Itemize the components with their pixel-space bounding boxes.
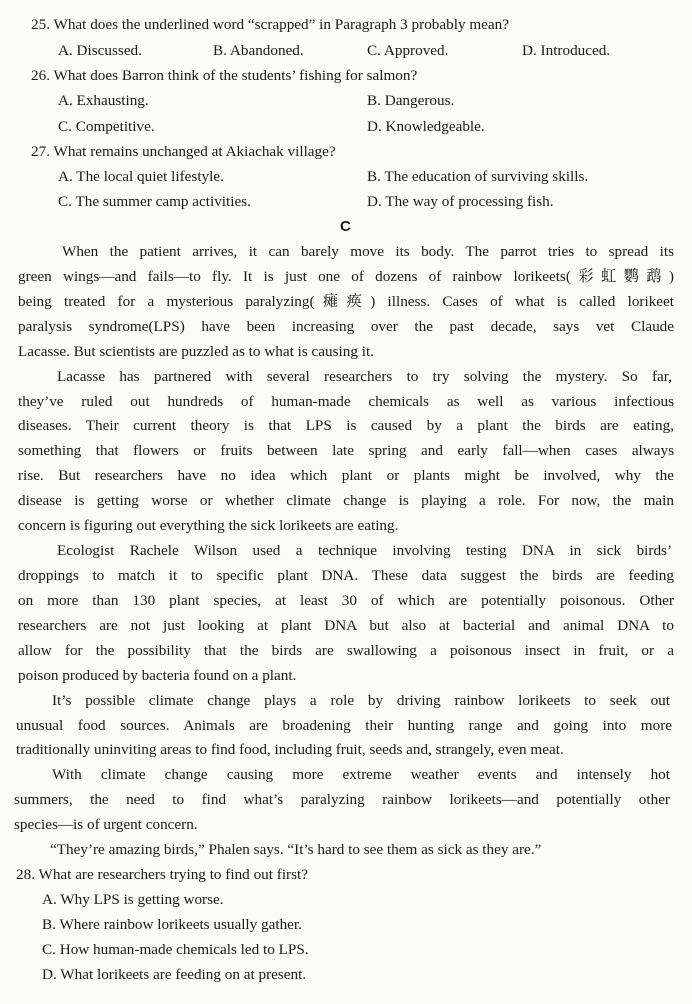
paragraph-3-line: droppings to match it to specific plant DNA. These data suggest the birds are feeding: [18, 567, 674, 584]
question-27-option-c: C. The summer camp activities.: [58, 193, 251, 210]
question-26-stem: 26. What does Barron think of the students’ fishing for salmon?: [31, 67, 418, 84]
paragraph-1-line: When the patient arrives, it can barely move its body. The parrot tries to spread its: [62, 243, 674, 260]
question-26-option-b: B. Dangerous.: [367, 92, 455, 109]
question-25-option-d: D. Introduced.: [522, 42, 611, 59]
question-27-option-b: B. The education of surviving skills.: [367, 168, 589, 185]
paragraph-1-line: Lacasse. But scientists are puzzled as to what is causing it.: [18, 343, 374, 360]
paragraph-3-line: on more than 130 plant species, at least 30 of which are potentially poisonous. Other: [18, 592, 674, 609]
paragraph-1-line: paralysis syndrome(LPS) have been increasing over the past decade, says vet Claude: [18, 318, 674, 335]
paragraph-2-line: something that flowers or fruits between late spring and early fall—when cases always: [18, 442, 674, 459]
question-28-option-a: A. Why LPS is getting worse.: [42, 891, 224, 908]
paragraph-3-line: researchers are not just looking at plant DNA but also at bacterial and animal DNA to: [18, 617, 674, 634]
paragraph-2-line: concern is figuring out everything the sick lorikeets are eating.: [18, 517, 399, 534]
question-28-option-b: B. Where rainbow lorikeets usually gather.: [42, 916, 302, 933]
paragraph-1-line: being treated for a mysterious paralyzing(瘫痪) illness. Cases of what is called lorikeet: [18, 293, 674, 310]
paragraph-4-line: It’s possible climate change plays a role by driving rainbow lorikeets to seek out: [52, 692, 670, 709]
paragraph-3-line: poison produced by bacteria found on a plant.: [18, 667, 297, 684]
question-27-option-d: D. The way of processing fish.: [367, 193, 554, 210]
question-28-option-d: D. What lorikeets are feeding on at present.: [42, 966, 307, 983]
paragraph-5-line: summers, the need to find what’s paralyzing rainbow lorikeets—and potentially other: [14, 791, 670, 808]
paragraph-4-line: traditionally uninviting areas to find food, including fruit, seeds and, strangely, even meat.: [16, 741, 564, 758]
question-26-option-c: C. Competitive.: [58, 118, 155, 135]
paragraph-2-line: disease is getting worse or whether climate change is playing a role. For now, the main: [18, 492, 674, 509]
question-25-option-c: C. Approved.: [367, 42, 449, 59]
question-27-option-a: A. The local quiet lifestyle.: [58, 168, 224, 185]
question-25-option-b: B. Abandoned.: [213, 42, 304, 59]
question-26-option-a: A. Exhausting.: [58, 92, 149, 109]
paragraph-2-line: rise. But researchers have no idea which plant or plants might be involved, why the: [18, 467, 674, 484]
paragraph-2-line: diseases. Their current theory is that LPS is caused by a plant the birds are eating,: [18, 417, 674, 434]
question-27-stem: 27. What remains unchanged at Akiachak village?: [31, 143, 336, 160]
paragraph-1-line: green wings—and fails—to fly. It is just one of dozens of rainbow lorikeets(彩虹鹦鹉): [18, 268, 674, 285]
question-28-stem: 28. What are researchers trying to find out first?: [16, 866, 308, 883]
paragraph-3-line: Ecologist Rachele Wilson used a technique involving testing DNA in sick birds’: [57, 542, 672, 559]
question-25-stem: 25. What does the underlined word “scrapped” in Paragraph 3 probably mean?: [31, 16, 509, 33]
paragraph-5-line: species—is of urgent concern.: [14, 816, 198, 833]
question-26-option-d: D. Knowledgeable.: [367, 118, 485, 135]
question-28-option-c: C. How human-made chemicals led to LPS.: [42, 941, 309, 958]
paragraph-4-line: unusual food sources. Animals are broadening their hunting range and going into more: [16, 717, 672, 734]
section-c-label: C: [340, 218, 351, 235]
paragraph-2-line: Lacasse has partnered with several researchers to try solving the mystery. So far,: [57, 368, 672, 385]
paragraph-2-line: they’ve ruled out hundreds of human-made chemicals as well as various infectious: [18, 393, 674, 410]
paragraph-6-line: “They’re amazing birds,” Phalen says. “It’s hard to see them as sick as they are.”: [50, 841, 542, 858]
question-25-option-a: A. Discussed.: [58, 42, 142, 59]
paragraph-5-line: With climate change causing more extreme weather events and intensely hot: [52, 766, 670, 783]
paragraph-3-line: allow for the possibility that the birds are swallowing a poisonous insect in fruit, or a: [18, 642, 674, 659]
